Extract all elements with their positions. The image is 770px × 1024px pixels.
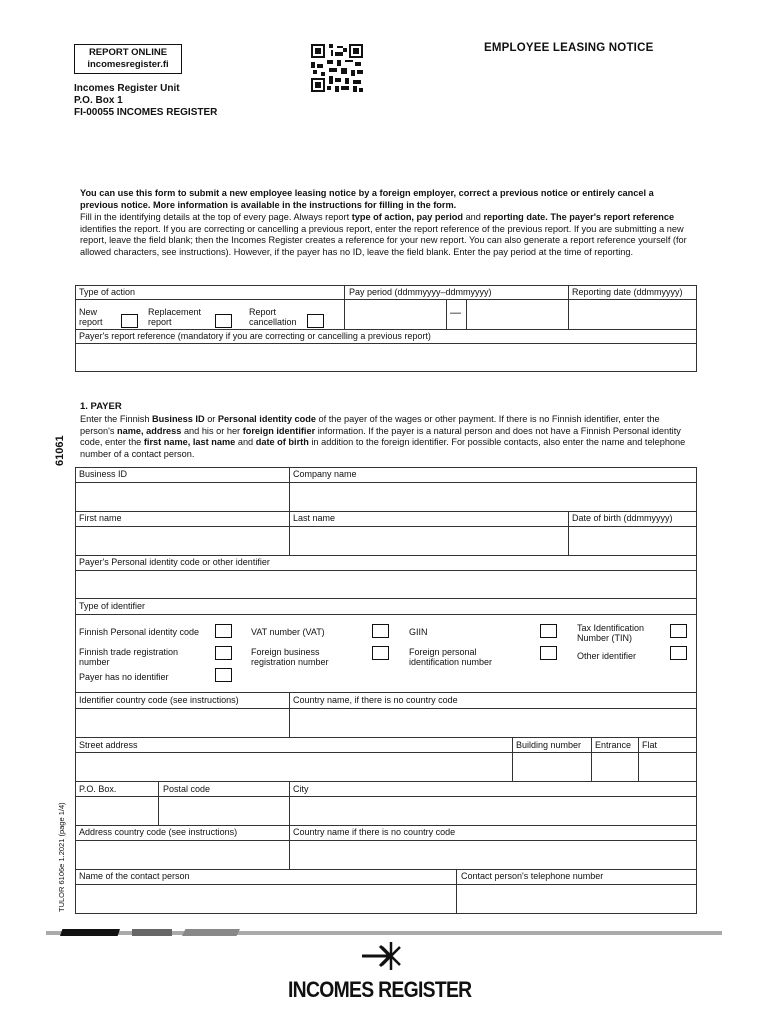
type-of-action-label: Type of action (79, 287, 136, 297)
report-online-label: REPORT ONLINE (88, 47, 168, 58)
pay-period-start-field[interactable] (349, 300, 445, 328)
vat-number-checkbox[interactable] (372, 624, 389, 638)
other-identifier-option: Other identifier (577, 651, 637, 661)
company-name-label: Company name (293, 469, 357, 479)
last-name-label: Last name (293, 513, 336, 523)
report-online-box (74, 44, 182, 74)
building-number-label: Building number (516, 740, 582, 750)
report-reference-field[interactable] (76, 344, 696, 371)
incomes-register-logo-icon (360, 938, 406, 974)
date-of-birth-field[interactable] (569, 527, 696, 554)
foreign-personal-option-2: identification number (409, 657, 493, 667)
incomes-register-brand: INCOMES REGISTER (288, 977, 472, 1002)
flat-field[interactable] (639, 753, 696, 780)
tin-option-line-2: Number (TIN) (577, 633, 633, 643)
intro-p1-bold3: report reference (603, 212, 675, 222)
trade-registration-option-2: number (79, 657, 110, 667)
contact-phone-field[interactable] (457, 885, 696, 913)
foreign-personal-checkbox[interactable] (540, 646, 557, 660)
payer-bold-2: Personal identity code (217, 414, 316, 424)
building-number-field[interactable] (513, 753, 590, 780)
city-label: City (293, 784, 309, 794)
payer-text-2: or (207, 414, 216, 424)
report-online-url: incomesregister.fi (87, 59, 169, 70)
cancellation-label-1: Report (249, 307, 277, 317)
payer-bold-1: Business ID (152, 414, 205, 424)
payer-text-1: Enter the Finnish (80, 414, 150, 424)
payer-bold-4: foreign identifier (242, 425, 316, 436)
intro-p1-text4: identifies the report. If you are correcting or cancelling a previous report, enter the report reference of the previous report. If you are submitting a new report, leave the field blank; then the Incomes Register creates a reference for your new report. You can also generate a report reference yourself (for allowed characters, see instructions). However, if the payer has no ID, leave the field blank. Enter the pay period at the time of reporting. (80, 223, 687, 257)
giin-option: GIIN (409, 627, 428, 637)
payer-bold-6: date of birth (255, 437, 309, 447)
giin-checkbox[interactable] (540, 624, 557, 638)
personal-code-label: Payer's Personal identity code or other identifier (79, 557, 270, 567)
postal-code-field[interactable] (159, 797, 288, 824)
business-id-field[interactable] (76, 483, 288, 510)
pay-period-label: Pay period (ddmmyyyy–ddmmyyyy) (349, 287, 492, 297)
po-box-label: P.O. Box. (79, 784, 117, 794)
payer-text-7: in addition to the foreign identifier. For possible contacts, also enter the name and telephone number of a contact person. (80, 437, 686, 459)
intro-p1-text3: . The payer's (545, 212, 602, 222)
foreign-business-option-1: Foreign business (251, 647, 320, 657)
intro-text (80, 188, 690, 258)
tin-option-line-1: Tax Identification (577, 623, 645, 633)
payer-bold-3: name, address (117, 425, 182, 436)
street-address-label: Street address (79, 740, 138, 750)
postal-code-label: Postal code (163, 784, 211, 794)
contact-name-label: Name of the contact person (79, 871, 190, 881)
footer-accent-light (182, 929, 240, 936)
business-id-label: Business ID (79, 469, 128, 479)
finnish-personal-code-option: Finnish Personal identity code (79, 627, 200, 637)
report-reference-label: Payer's report reference (mandatory if you are correcting or cancelling a previous report) (79, 331, 431, 341)
new-report-label-1: New (79, 307, 98, 317)
company-name-field[interactable] (290, 483, 696, 510)
reporting-date-label: Reporting date (ddmmyyyy) (572, 287, 683, 297)
contact-name-field[interactable] (76, 885, 455, 913)
qr-code-icon (311, 44, 363, 92)
address-line-2: P.O. Box 1 (74, 95, 123, 106)
other-identifier-checkbox[interactable] (670, 646, 687, 660)
pay-period-end-field[interactable] (468, 300, 567, 328)
intro-p1-text: Fill in the identifying details at the top of every page. Always report (80, 212, 350, 222)
cancellation-label-2: cancellation (249, 317, 297, 327)
address-line-3: FI-00055 INCOMES REGISTER (74, 107, 218, 118)
date-of-birth-label: Date of birth (ddmmyyyy) (572, 513, 673, 523)
finnish-personal-code-checkbox[interactable] (215, 624, 232, 638)
footer-accent-mid (132, 929, 172, 936)
payer-bold-5: first name, last name (143, 437, 236, 447)
identifier-country-code-field[interactable] (76, 709, 288, 736)
contact-phone-label: Contact person's telephone number (461, 871, 604, 881)
address-country-name-label: Country name if there is no country code (293, 827, 456, 837)
address-country-code-field[interactable] (76, 841, 288, 868)
replacement-report-label-1: Replacement (148, 307, 202, 317)
foreign-personal-option-1: Foreign personal (409, 647, 477, 657)
recipient-address (74, 83, 217, 119)
no-identifier-option: Payer has no identifier (79, 672, 169, 682)
form-code: 61061 (54, 435, 66, 466)
intro-p1-text2: and (465, 212, 481, 222)
payer-text-5: information. If the payer is a natural person and does not have a Finnish Personal identity code, enter the (80, 425, 681, 447)
intro-body (80, 212, 690, 258)
payer-instructions (80, 414, 695, 460)
new-report-checkbox[interactable] (121, 314, 138, 328)
vat-number-option: VAT number (VAT) (251, 627, 325, 637)
payer-text-4: and his or her (183, 425, 241, 436)
intro-lead: You can use this form to submit a new employee leasing notice by a foreign employer, correct a previous notice or entirely cancel a previous notice. More information is available in the instructions for filling in the form. (80, 188, 654, 210)
intro-p1-bold1: type of action, pay period (351, 212, 463, 222)
reporting-date-field[interactable] (570, 300, 696, 328)
entrance-field[interactable] (592, 753, 637, 780)
payer-section-title: 1. PAYER (80, 401, 122, 412)
address-country-code-label: Address country code (see instructions) (79, 827, 238, 837)
last-name-field[interactable] (290, 527, 567, 554)
form-title: EMPLOYEE LEASING NOTICE (484, 42, 654, 54)
footer-accent-dark (60, 929, 120, 936)
foreign-business-checkbox[interactable] (372, 646, 389, 660)
country-name-label: Country name, if there is no country code (293, 695, 458, 705)
address-country-name-field[interactable] (290, 841, 696, 868)
po-box-field[interactable] (76, 797, 157, 824)
country-name-field[interactable] (290, 709, 696, 736)
intro-p1-bold2: reporting date (483, 212, 546, 222)
first-name-label: First name (79, 513, 122, 523)
street-address-field[interactable] (76, 753, 511, 780)
entrance-label: Entrance (595, 740, 632, 750)
new-report-label-2: report (79, 317, 103, 327)
trade-registration-checkbox[interactable] (215, 646, 232, 660)
first-name-field[interactable] (76, 527, 288, 554)
replacement-report-checkbox[interactable] (215, 314, 232, 328)
flat-label: Flat (642, 740, 658, 750)
type-of-identifier-label: Type of identifier (79, 601, 146, 611)
trade-registration-option-1: Finnish trade registration (79, 647, 179, 657)
city-field[interactable] (290, 797, 696, 824)
address-line-1: Incomes Register Unit (74, 83, 180, 94)
personal-code-field[interactable] (76, 571, 696, 597)
no-identifier-checkbox[interactable] (215, 668, 232, 682)
cancellation-checkbox[interactable] (307, 314, 324, 328)
payer-text-3: of the payer of the wages or other payment. If there is no Finnish identifier, enter the person's (80, 414, 660, 436)
payer-text-6: and (237, 437, 254, 447)
identifier-country-code-label: Identifier country code (see instructions) (79, 695, 239, 705)
foreign-business-option-2: registration number (251, 657, 329, 667)
form-identifier: TULOR 6106e 1.2021 (page 1/4) (57, 802, 66, 912)
pay-period-dash: — (450, 307, 461, 319)
tin-checkbox[interactable] (670, 624, 687, 638)
replacement-report-label-2: report (148, 317, 172, 327)
